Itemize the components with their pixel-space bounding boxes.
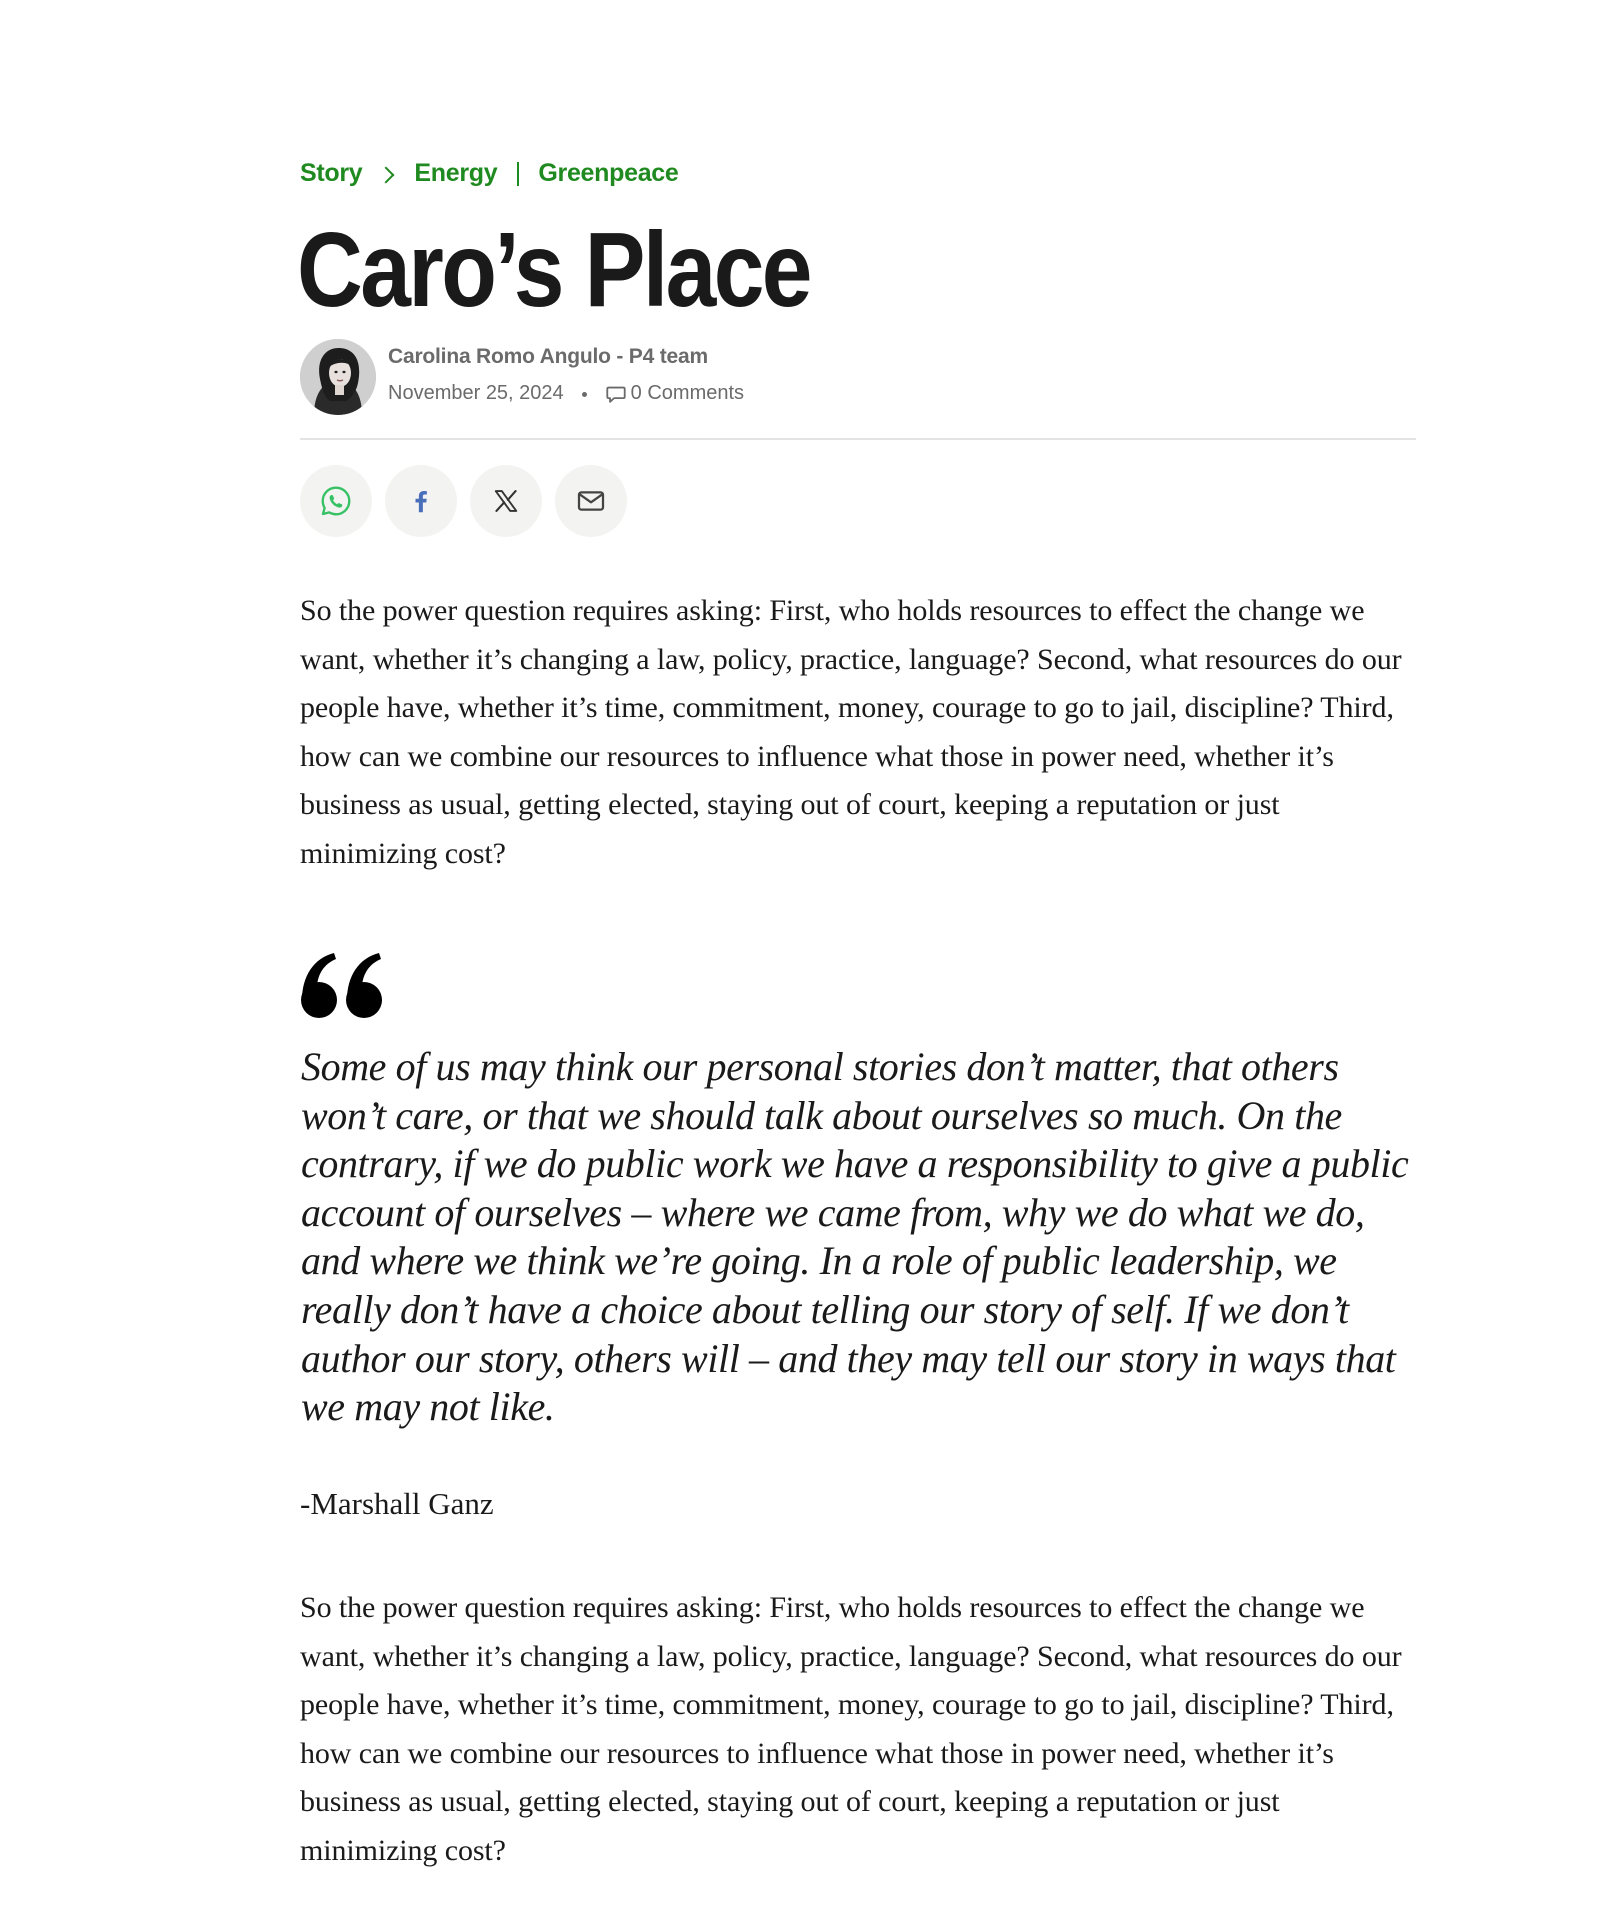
quote-citation: -Marshall Ganz: [300, 1486, 494, 1521]
body-paragraph: So the power question requires asking: First, who holds resources to effect the change we want, whether it’s changing a law, policy, practice, language? Second, what resources do our people have, whether it’s time, commitment, money, courage to go to jail, discipline? Third, how can we combine our resources to influence what those in power need, whether it’s business as usual, getting elected, staying out of court, keeping a reputation or just minimizing cost?: [300, 594, 1402, 870]
breadcrumb-separator: [517, 162, 519, 186]
quote-mark-icon: [300, 950, 390, 1025]
comments-count: 0 Comments: [630, 382, 745, 404]
share-buttons: [300, 465, 640, 537]
body-paragraph: So the power question requires asking: First, who holds resources to effect the change we want, whether it’s changing a law, policy, practice, language? Second, what resources do our people have, whether it’s time, commitment, money, courage to go to jail, discipline? Third, how can we combine our resources to influence what those in power need, whether it’s business as usual, getting elected, staying out of court, keeping a reputation or just minimizing cost?: [300, 1591, 1402, 1867]
breadcrumb-story-link[interactable]: Story: [300, 159, 363, 187]
comments-link[interactable]: [605, 382, 744, 405]
share-x-button[interactable]: [470, 465, 542, 537]
divider: [300, 438, 1416, 440]
whatsapp-icon: [319, 484, 353, 518]
post-meta: [388, 382, 744, 405]
comment-icon: [605, 383, 627, 405]
post-date: November 25, 2024: [388, 382, 564, 404]
breadcrumb: [300, 159, 679, 188]
meta-separator: [582, 392, 587, 397]
author-avatar[interactable]: [300, 339, 376, 415]
share-email-button[interactable]: [555, 465, 627, 537]
author-name[interactable]: Carolina Romo Angulo - P4 team: [388, 345, 708, 368]
email-icon: [575, 485, 607, 517]
facebook-icon: [406, 486, 436, 516]
breadcrumb-greenpeace-link[interactable]: Greenpeace: [538, 159, 679, 187]
breadcrumb-energy-link[interactable]: Energy: [414, 159, 498, 187]
share-facebook-button[interactable]: [385, 465, 457, 537]
share-whatsapp-button[interactable]: [300, 465, 372, 537]
pull-quote: Some of us may think our personal stories don’t matter, that others won’t care, or that we should talk about ourselves so much. On the contrary, if we do public work we have a responsibility to give a public account of ourselves – where we came from, why we do what we do, and where we think we’re going. In a role of public leadership, we really don’t have a choice about telling our story of self. If we don’t author our story, others will – and they may tell our story in ways that we may not like.: [301, 1044, 1409, 1430]
page-title: Caro’s Place: [297, 211, 810, 329]
chevron-right-icon: [378, 166, 395, 183]
x-icon: [492, 487, 520, 515]
